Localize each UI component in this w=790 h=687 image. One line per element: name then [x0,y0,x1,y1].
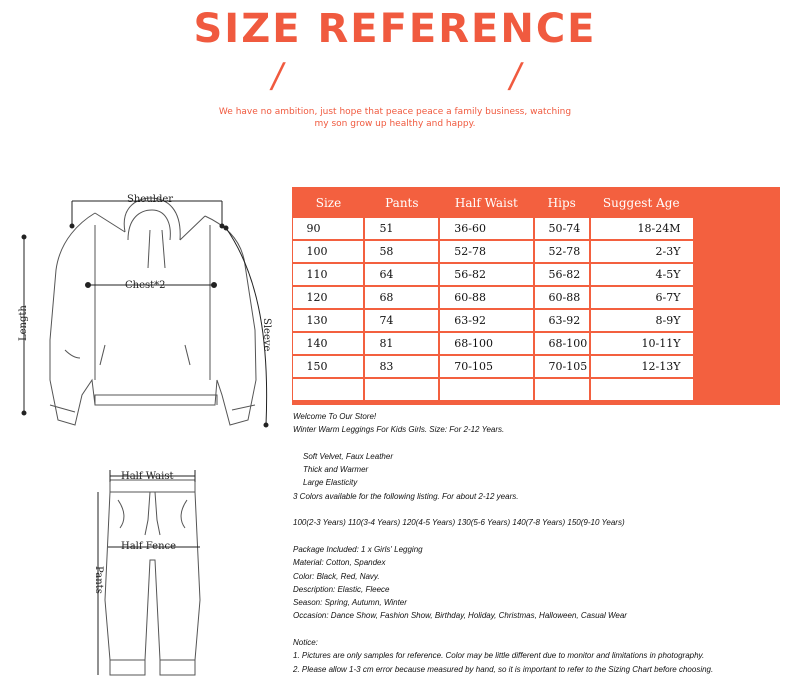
size-table-header [293,188,693,218]
hoodie-drawing [50,198,256,425]
cell-pants: 58 [364,240,439,263]
cell-half-waist: 60-88 [439,286,533,309]
cell-half-waist: 63-92 [439,309,533,332]
tagline-line-2: my son grow up healthy and happy. [314,119,476,129]
cell-hips: 52-78 [534,240,590,263]
header-half-waist: Half Waist [439,188,533,218]
cell-age: 10-11Y [590,332,693,355]
table-row [293,309,693,332]
table-row-empty [293,378,693,401]
length-label: Length [18,305,29,341]
cell-size: 90 [293,218,365,241]
cell-half-waist: 56-82 [439,263,533,286]
cell-size: 120 [293,286,365,309]
table-row [293,332,693,355]
cell-age: 4-5Y [590,263,693,286]
table-row [293,355,693,378]
decorative-slash-left: / [268,56,287,96]
half-fence-label: Half Fence [121,541,177,552]
cell-size: 140 [293,332,365,355]
cell-half-waist: 36-60 [439,218,533,241]
cell-pants: 51 [364,218,439,241]
tagline-line-1: We have no ambition, just hope that peace peace a family business, watching [218,107,572,117]
welcome-text: Welcome To Our Store! [293,412,377,421]
cell-age [590,378,693,401]
cell-age: 8-9Y [590,309,693,332]
product-text: Winter Warm Leggings For Kids Girls. Size: For 2-12 Years. [293,425,505,435]
cell-hips [534,378,590,401]
page-title: SIZE REFERENCE [193,6,597,52]
cell-age: 12-13Y [590,355,693,378]
product-description [293,410,788,676]
color-text: Color: Black, Red, Navy. [293,571,380,581]
table-row [293,286,693,309]
season-text: Season: Spring, Autumn, Winter [293,598,407,608]
package-text: Package Included: 1 x Girls' Legging [293,544,423,554]
description-text: Description: Elastic, Fleece [293,584,390,594]
colors-text: 3 Colors available for the following listing. For about 2-12 years. [293,491,519,501]
header-pants: Pants [364,188,439,218]
table-row [293,240,693,263]
shoulder-label: Shoulder [127,194,174,205]
notice-item: 1. Pictures are only samples for reference. Color may be little different due to monitor and limitations in photography. [293,651,705,661]
feature-item: Thick and Warmer [303,465,369,475]
feature-item: Soft Velvet, Faux Leather [303,451,393,461]
table-row [293,218,693,241]
cell-half-waist: 52-78 [439,240,533,263]
half-waist-label: Half Waist [121,471,174,482]
cell-half-waist [439,378,533,401]
cell-pants: 68 [364,286,439,309]
cell-half-waist: 70-105 [439,355,533,378]
header-suggest-age: Suggest Age [590,188,693,218]
cell-hips: 50-74 [534,218,590,241]
notice-item: 2. Please allow 1-3 cm error because measured by hand, so it is important to refer to the Sizing Chart before choosing. [293,664,714,674]
size-table [292,187,693,402]
sleeve-label: Sleeve [261,318,272,352]
decorative-slash-right: / [506,56,525,96]
cell-hips: 68-100 [534,332,590,355]
header-size: Size [293,188,365,218]
garment-diagrams [0,0,290,687]
chest-label: Chest*2 [125,280,166,291]
cell-pants: 74 [364,309,439,332]
cell-half-waist: 68-100 [439,332,533,355]
cell-pants [364,378,439,401]
cell-age: 6-7Y [590,286,693,309]
cell-size [293,378,365,401]
cell-pants: 83 [364,355,439,378]
cell-age: 18-24M [590,218,693,241]
pants-drawing [105,480,200,675]
cell-age: 2-3Y [590,240,693,263]
notice-title: Notice: [293,638,318,648]
cell-size: 130 [293,309,365,332]
material-text: Material: Cotton, Spandex [293,558,386,568]
cell-hips: 56-82 [534,263,590,286]
cell-hips: 60-88 [534,286,590,309]
cell-size: 150 [293,355,365,378]
pants-length-label: Pants [93,566,104,594]
cell-pants: 64 [364,263,439,286]
cell-hips: 63-92 [534,309,590,332]
sizes-text: 100(2-3 Years) 110(3-4 Years) 120(4-5 Years) 130(5-6 Years) 140(7-8 Years) 150(9-10 Years) [293,518,625,528]
header-hips: Hips [534,188,590,218]
cell-hips: 70-105 [534,355,590,378]
cell-size: 100 [293,240,365,263]
cell-pants: 81 [364,332,439,355]
feature-item: Large Elasticity [303,478,358,488]
hoodie-measure-lines [22,201,268,427]
occasion-text: Occasion: Dance Show, Fashion Show, Birthday, Holiday, Christmas, Halloween, Casual Wear [293,611,627,621]
table-row [293,263,693,286]
cell-size: 110 [293,263,365,286]
